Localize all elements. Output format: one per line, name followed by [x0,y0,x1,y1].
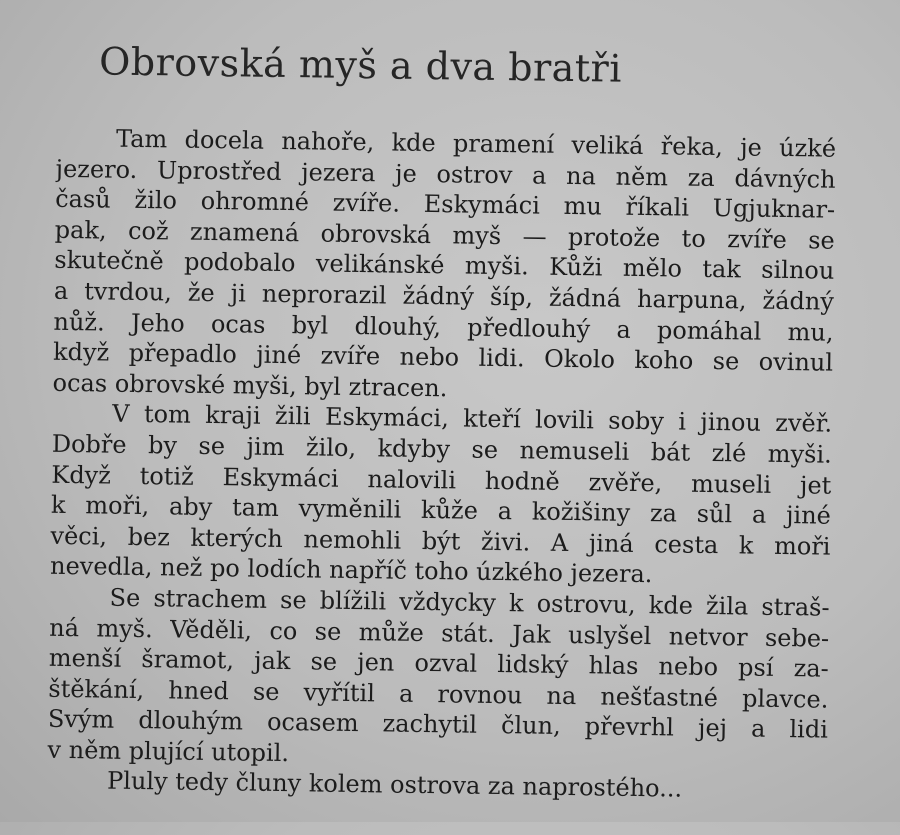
text-line: časů žilo ohromné zvíře. Eskymáci mu říkali Ugjuknar- [55,184,836,224]
text-line: když přepadlo jiné zvíře nebo lidi. Okolo koho se ovinul [52,337,834,377]
text-line: nevedla, než po lodích napříč toho úzkého jezera. [49,552,653,589]
text-line: ná myš. Věděli, co se může stát. Jak uslyšel netvor sebe- [49,613,830,653]
text-line: Svým dlouhým ocasem zachytil člun, převrhl jej a lidi [47,705,829,744]
text-line: k moři, aby tam vyměnili kůže a kožišiny za sůl a jiné [50,490,832,530]
text-line: Tam docela nahoře, kde pramení veliká řeka, je úzké [115,124,837,163]
text-line: věci, bez kterých nemohli být živi. A jiná cesta k moři [50,521,831,561]
chapter-text [47,123,836,807]
text-line: jezero. Uprostřed jezera je ostrov a na něm za dávných [55,154,836,194]
text-line: Pluly tedy čluny kolem ostrova za naprostého... [106,767,683,804]
text-line: v něm plující utopil. [47,735,290,767]
text-line: nůž. Jeho ocas byl dlouhý, předlouhý a pomáhal mu, [53,307,834,347]
text-line: Dobře by se jim žilo, kdyby se nemuseli bát zlé myši. [51,429,832,469]
text-line: Když totiž Eskymáci nalovili hodně zvěře, museli jet [51,460,832,500]
text-line: štěkání, hned se vyřítil a rovnou na nešťastné plavce. [48,674,829,714]
text-line: ocas obrovské myši, byl ztracen. [52,368,448,403]
text-line: a tvrdou, že ji neprorazil žádný šíp, žádná harpuna, žádný [53,276,835,316]
chapter-title: Obrovská myš a dva bratři [98,39,623,91]
text-line: V tom kraji žili Eskymáci, kteří lovili soby i jinou zvěř. [112,399,833,439]
text-line: menší šramot, jak se jen ozval lidský hlas nebo psí za- [48,643,829,683]
text-line: pak, což znamená obrovská myš — protože to zvíře se [54,215,835,255]
text-line: skutečně podobalo velikánské myši. Kůži mělo tak silnou [54,246,835,286]
text-line: Se strachem se blížili vždycky k ostrovu, kde žila straš- [109,583,830,622]
